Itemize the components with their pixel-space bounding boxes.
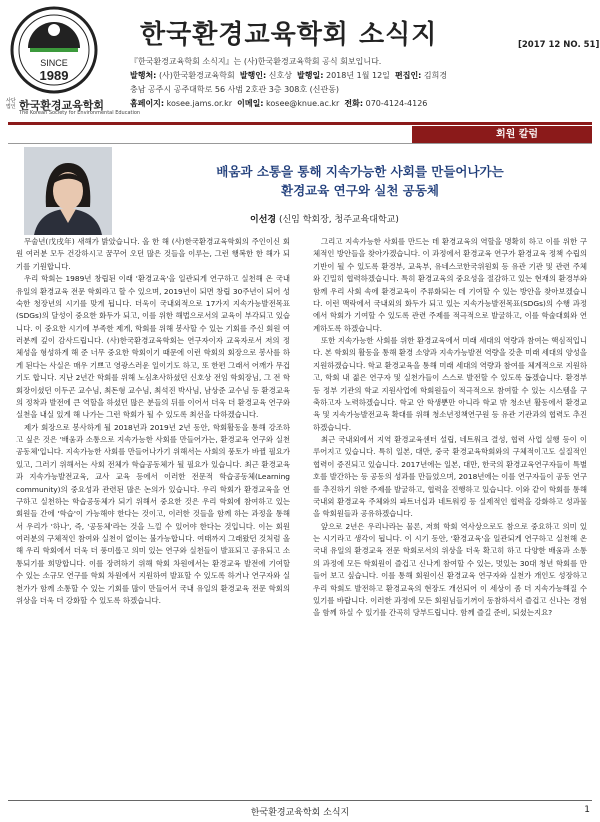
- page-number: 1: [584, 805, 590, 815]
- paragraph: 우리 학회는 1989년 창립된 이래 '환경교육'을 일관되게 연구하고 실천해 온 국내 유일의 환경교육 전문 학회라고 할 수 있으며, 2019년이 되면 창립 30주년이 되어 성숙한 청장년의 시기를 맞게 됩니다. 더욱이 국내외적으로 17가지 지속가능발전목표(SDGs)의 달성이 중요한 화두가 되고, 이를 위한 해법으로서의 교육이 부각되고 있습니다. 이 중요한 시기에 부족한 제게, 학회를 위해 봉사할 수 있는 기회를 주신 회원 여러분께 깊이 감사드립니다. (사)한국환경교육학회는 연구자이자 교육자로서 저의 정체성을 형성하게 해 준 너무 중요한 학회이기 때문에 이런 학회의 회장으로 봉사를 하게 된다는 사실은 매우 기쁘고 영광스러운 일이기도 하고, 또 한편 그래서 어깨가 무겁기도 합니다. 지난 2년간 학회를 위해 노심초사하셨던 신호상 전임 학회장님, 그 전 학회장이셨던 이두곤 교수님, 최돈형 교수님, 최석진 박사님, 남상준 교수님 등 환경교육의 정착과 발전에 큰 역할을 하셨던 많은 분들의 뒤를 이어서 더욱 더 환경교육 연구와 실천을 내실 있게 해 나가는 그런 학회가 될 수 있도록 최선을 다하겠습니다.: [16, 274, 290, 420]
- article-title-line1: 배움과 소통을 통해 지속가능한 사회를 만들어나가는: [216, 164, 504, 179]
- paragraph: 최근 국내외에서 지역 환경교육센터 설립, 네트워크 결성, 협력 사업 실행 등이 이루어지고 있습니다. 특히 일본, 대만, 중국 환경교육학회와의 구체적이고도 실질적인 협력이 증진되고 있습니다. 2017년에는 일본, 대만, 한국의 환경교육연구자들이 특별호를 발간하는 등 공동의 성과를 만들었으며, 2018년에는 이를 연구자들이 공동 연구를 추진하기 위한 주제를 발굴하고, 협력을 진행하고 있습니다. 이와 같이 학회를 통해 국내외 환경교육 주체와의 파트너십과 네트워킹 등 실제적인 협력을 강화하고 성과물을 학회원들과 공유하겠습니다.: [313, 435, 587, 519]
- author-photo: [24, 147, 112, 235]
- author-affiliation: (신임 학회장, 청주교육대학교): [278, 215, 399, 225]
- paragraph: 무술년(戊戌年) 새해가 밝았습니다. 올 한 해 (사)한국환경교육학회의 주인이신 회원 여러분 모두 건강하시고 꿈꾸어 오던 많은 것들을 이루는, 그런 행복한 한 해가 되기를 기원합니다.: [16, 237, 290, 271]
- issue-number: [2017 12 NO. 51]: [518, 40, 600, 50]
- author-name: 이선경: [250, 215, 277, 225]
- email-label: 이메일:: [237, 99, 264, 108]
- address: 충남 공주시 공주대학로 56 사범 2호관 3층 308호 (신관동): [130, 85, 340, 94]
- header-divider: [8, 122, 592, 125]
- section-divider: [8, 143, 592, 144]
- editor-value: 김희경: [423, 71, 448, 80]
- logo-society-name: 한국환경교육학회: [19, 99, 105, 112]
- logo-since: SINCE: [40, 58, 68, 68]
- phone-value: 070-4124-4126: [365, 99, 428, 108]
- footer-divider: [8, 800, 592, 801]
- editor-label: 편집인:: [394, 71, 422, 80]
- publisher-value: (사)한국환경교육학회: [158, 71, 235, 80]
- paragraph: 제가 회장으로 봉사하게 될 2018년과 2019년 2년 동안, 학회활동을 통해 강조하고 싶은 것은 '배움과 소통으로 지속가능한 사회를 만들어가는, 환경교육 연구와 실천 공동체'입니다. 지속가능한 사회를 만들어나가기 위해서는 사회의 풍토가 바뀔 필요가 있고, 그러기 위해서는 사회 전체가 학습공동체가 될 필요가 있습니다. 최근 환경교육과 지속가능발전교육, 교사 교육 등에서 이러한 전문적 학습공동체(Learning community)의 중요성과 관련된 많은 논의가 있습니다. 우리 학회가 환경교육을 연구하고 실천하는 학습공동체가 되기 위해서 중요한 것은 우리 학회에 참여하고 있는 회원들 간에 '학습'이 가능해야 한다는 것이고, 이러한 것들을 함께 하는 과정을 통해서 우리가 '하나', 즉, '공동체'라는 것을 느낄 수 있어야 한다는 것입니다. 이는 회원 여러분의 구체적인 참여와 실천이 없이는 불가능합니다. 여태까지 그래왔던 것처럼 올해 우리 학회에서 더욱 더 풍미롭고 의미 있는 연구와 실천들이 발표되고 공유되고 소통되기를 희망합니다. 이를 장려하기 위해 학회 차원에서는 환경교육 발전에 기여할 수 있는 소규모 연구를 학회 차원에서 지원하여 발표할 수 있도록 하거나 연구자와 실천가가 함께 소통할 수 있는 기회를 많이 만들어서 국내 유일의 환경교육 전문 학회의 위상을 더욱 더 강화할 수 있도록 하겠습니다.: [16, 422, 290, 605]
- issuer-value: 신호상: [268, 71, 292, 80]
- newsletter-title: 한국환경교육학회 소식지: [140, 20, 438, 50]
- homepage-label: 홈페이지:: [130, 99, 165, 108]
- article-column-left: [16, 236, 290, 607]
- contact-line: [130, 98, 427, 109]
- logo-year: 1989: [39, 68, 69, 83]
- logo-vertical-text: 사단법인: [6, 98, 16, 110]
- logo-society-english: The Korean Society for Environmental Education: [19, 110, 141, 116]
- publisher-label: 발행처:: [130, 71, 157, 80]
- tagline: 『한국환경교육학회 소식지』는 (사)한국환경교육학회 공식 회보입니다.: [130, 57, 382, 66]
- publisher-line: [130, 70, 447, 81]
- homepage-link[interactable]: kosee.jams.or.kr: [166, 99, 233, 108]
- article-title-line2: 환경교육 연구와 실천 공동체: [281, 183, 439, 198]
- issuer-label: 발행인:: [239, 71, 267, 80]
- date-label: 발행일:: [297, 71, 324, 80]
- section-label: 회원 칼럼: [495, 129, 539, 140]
- footer-label: 한국환경교육학회 소식지: [250, 808, 350, 818]
- phone-label: 전화:: [344, 99, 364, 108]
- email-link[interactable]: kosee@knue.ac.kr: [266, 99, 340, 108]
- paragraph: 앞으로 2년은 우리나라는 물론, 저희 학회 역사상으로도 참으로 중요하고 의미 있는 시기라고 생각이 됩니다. 이 시기 동안, '환경교육'을 일관되게 연구하고 실천해 온 국내 유일의 환경교육 전문 학회로서의 위상을 더욱 확고히 하고 다양한 배움과 소통의 과정에 모든 학회원이 즐겁고 신나게 참여할 수 있는, 멋있는 30대 청년 학회를 만들어 보고 싶습니다. 이를 통해 회원이신 환경교육 연구자와 실천가 개인도 성장하고 우리 학회도 발전하고 환경교육의 현장도 개선되어 이 세상이 좀 더 지속가능해질 수 있기를 바랍니다. 이러한 과정에 모든 회원님들기꺼이 동참하셔서 즐겁고 신나는 경험을 함께 하실 수 있기를 간곡히 당부드립니다. 함께 즐길 준비, 되셨는지요?: [313, 521, 587, 618]
- author-byline: [250, 212, 399, 225]
- date-value: 2018년 1월 12일: [325, 71, 390, 80]
- paragraph: 또한 지속가능한 사회를 위한 환경교육에서 미래 세대의 역량과 참여는 핵심적입니다. 본 학회의 활동을 통해 환경 소양과 지속가능발전 역량을 갖춘 미래 세대의 양성을 지원하겠습니다. 학교 환경교육을 통해 미래 세대의 역량과 참여를 체계적으로 지원하고, 학회 내 젊은 연구자 및 실천가들이 스스로 발전할 수 있도록 돕겠습니다. 환경부 등 정부 기관의 학교 지원사업에 학회원들이 적극적으로 참여할 수 있는 시스템을 구축하고자 노력하겠습니다. 학교 안 학생뿐만 아니라 학교 밖 청소년 활동에서 환경교육 및 지속가능발전교육 확대를 위해 청소년정책연구원 등 유관 기관과의 협력도 추진하겠습니다.: [313, 336, 587, 432]
- section-tab: [412, 126, 592, 143]
- paragraph: 그리고 지속가능한 사회를 만드는 데 환경교육의 역할을 명확히 하고 이를 위한 구체적인 방안들을 찾아가겠습니다. 이 과정에서 환경교육 연구가 환경교육 정책 수립의 기반이 될 수 있도록 환경부, 교육부, 유네스코한국위원회 등 유관 기관 및 관련 주체와 긴밀히 협력하겠습니다. 특히 환경교육의 중요성을 절감하고 있는 현재의 환경부와 함께 우리 사회 속에 환경교육이 주류화되는 데 기여할 수 있는 방안을 찾아보겠습니다. 이런 맥락에서 국내외의 화두가 되고 있는 지속가능발전목표(SDGs)의 수행 과정에서 학회가 기여할 수 있도록 관련 주제를 적극적으로 발굴하고, 이를 학술대회와 연계하도록 하겠습니다.: [313, 237, 587, 333]
- article-column-right: [313, 236, 587, 620]
- society-logo: [8, 4, 100, 96]
